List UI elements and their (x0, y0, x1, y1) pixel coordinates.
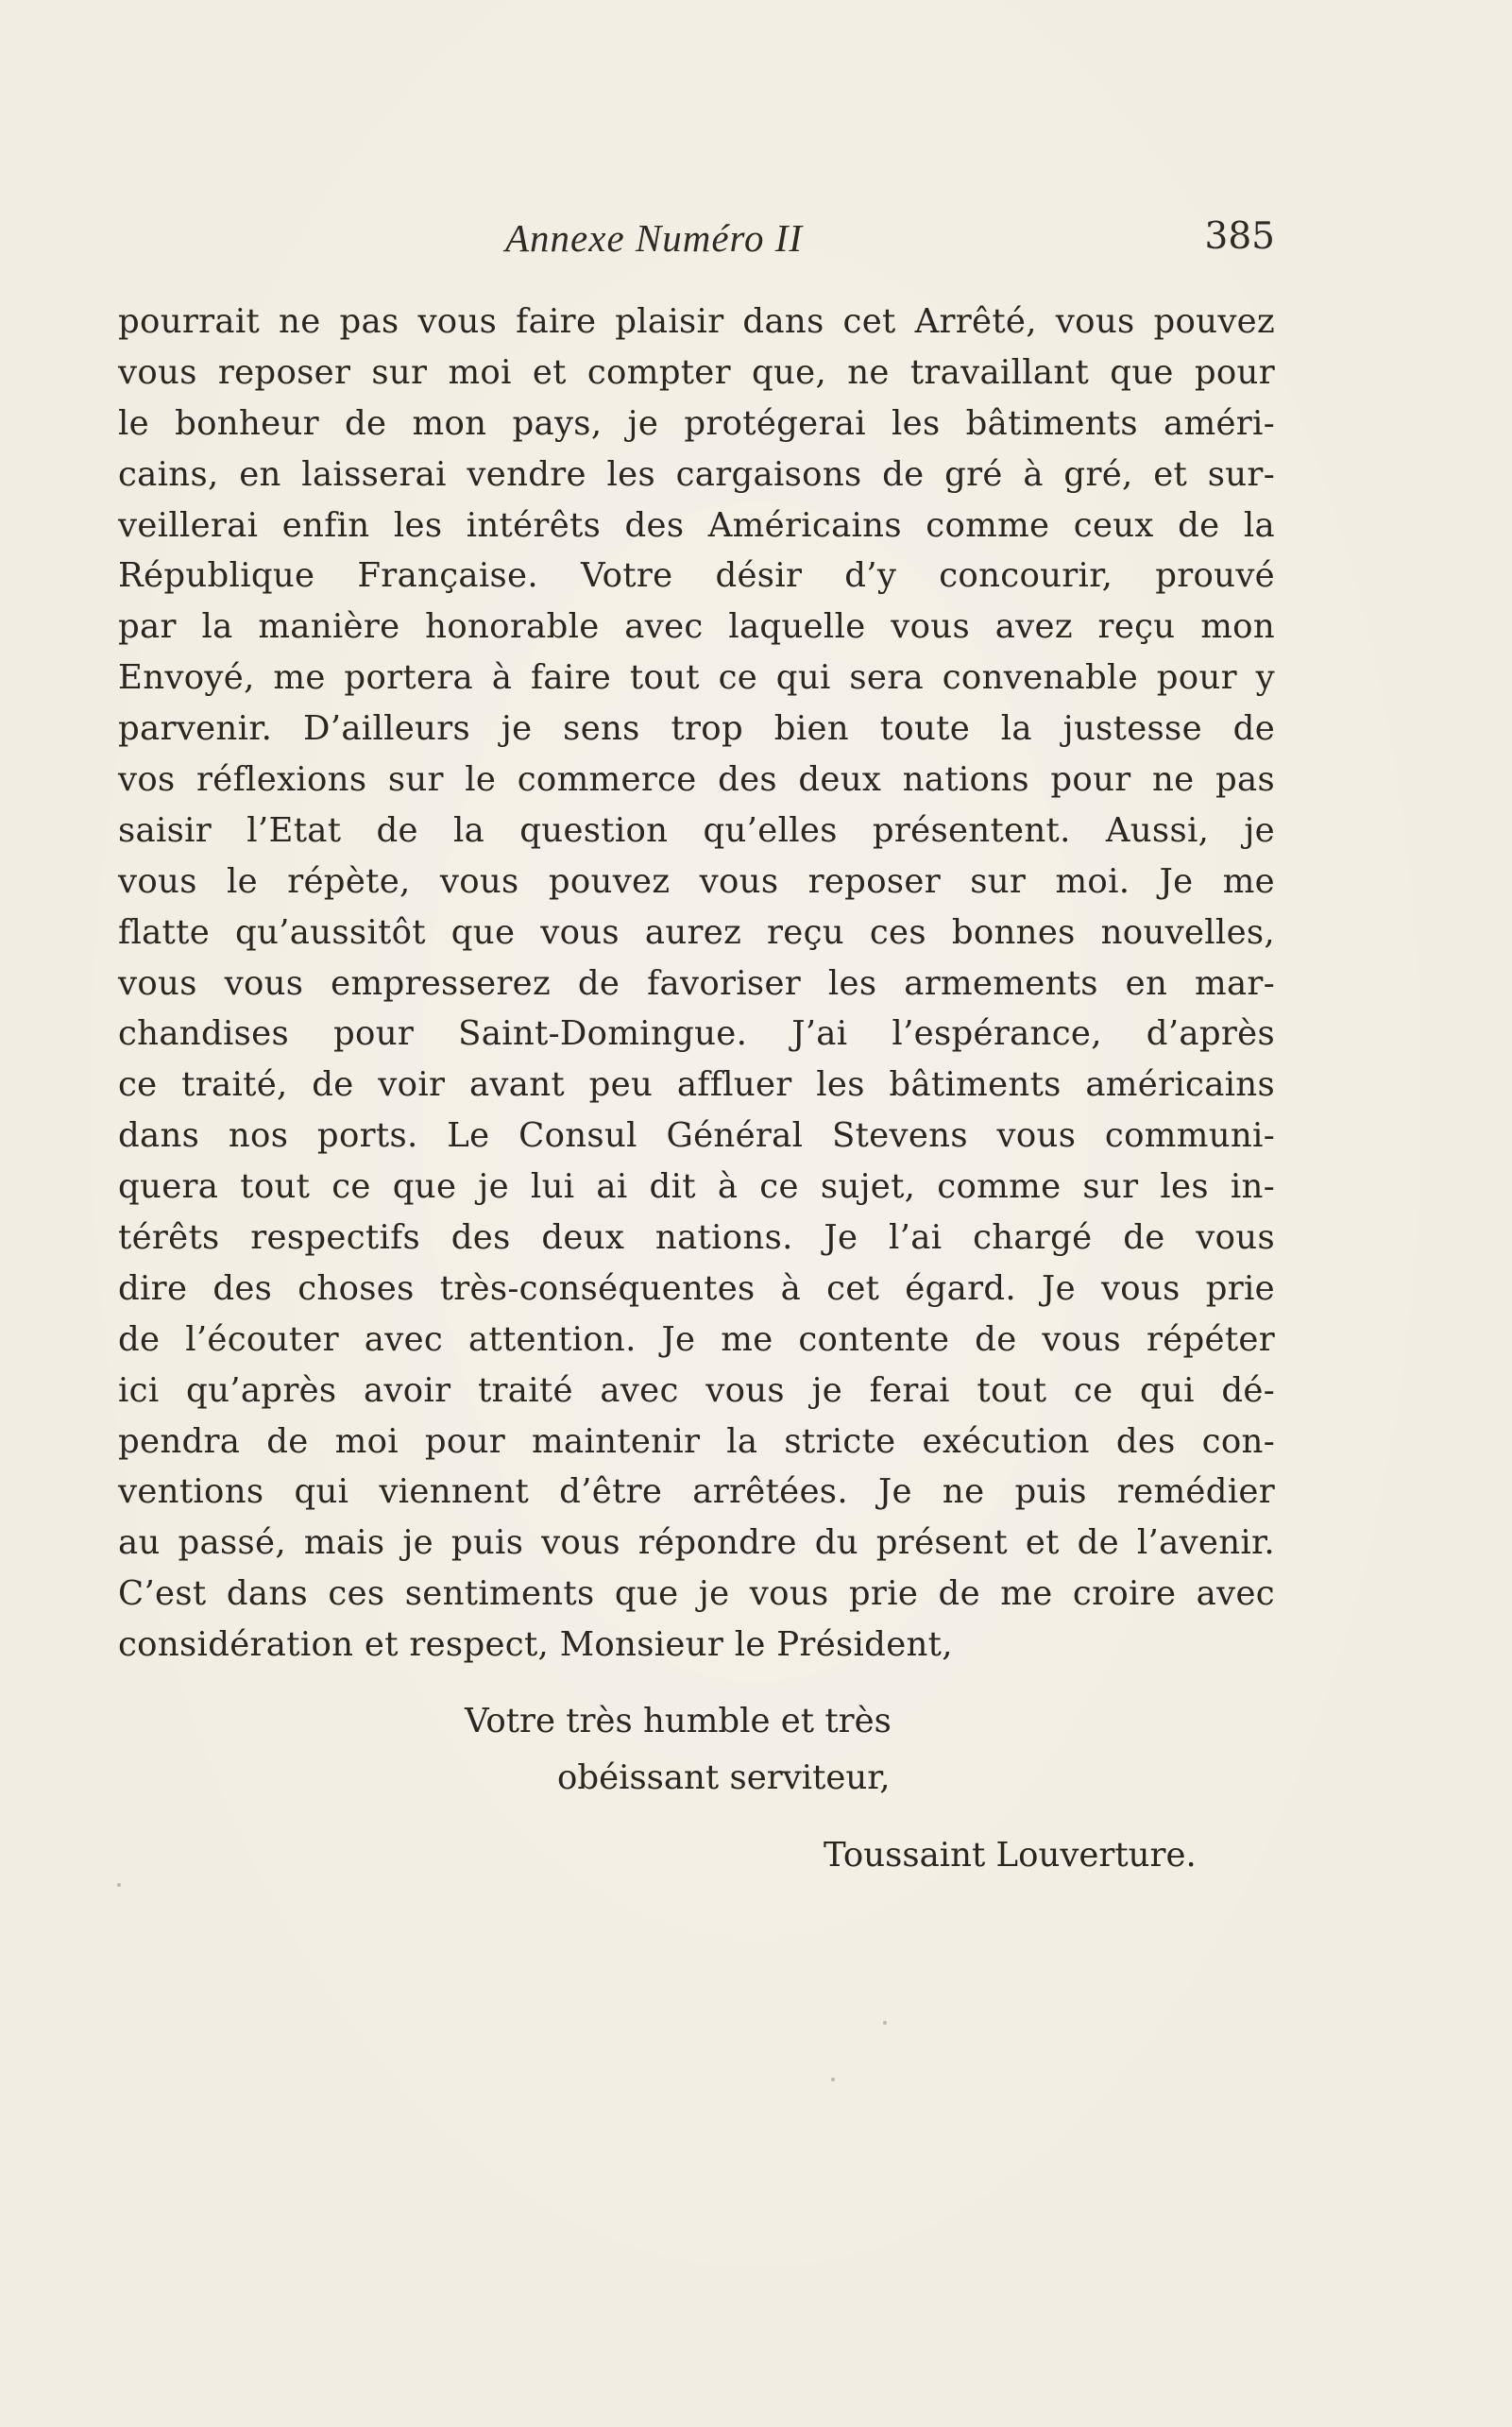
page-header (118, 215, 1275, 272)
text-line: saisir l’Etat de la question qu’elles présentent. Aussi, je (118, 810, 1275, 850)
text-line: ici qu’après avoir traité avec vous je ferai tout ce qui dé- (118, 1370, 1275, 1410)
text-line: parvenir. D’ailleurs je sens trop bien toute la justesse de (118, 709, 1275, 749)
text-line: Envoyé, me portera à faire tout ce qui sera convenable pour y (118, 658, 1275, 698)
text-line: veillerai enfin les intérêts des Américains comme ceux de la (118, 505, 1275, 545)
text-line: C’est dans ces sentiments que je vous prie de me croire avec (118, 1574, 1275, 1614)
page-number: 385 (1204, 215, 1275, 258)
text-line: ce traité, de voir avant peu affluer les bâtiments américains (118, 1065, 1275, 1105)
text-line: quera tout ce que je lui ai dit à ce sujet, comme sur les in- (118, 1167, 1275, 1207)
text-line: pourrait ne pas vous faire plaisir dans cet Arrêté, vous pouvez (118, 302, 1275, 341)
text-line: dire des choses très-conséquentes à cet égard. Je vous prie (118, 1268, 1275, 1308)
text-line: de l’écouter avec attention. Je me contente de vous répéter (118, 1319, 1275, 1359)
text-line: par la manière honorable avec laquelle vous avez reçu mon (118, 607, 1275, 647)
text-line: République Française. Votre désir d’y concourir, prouvé (118, 556, 1275, 596)
signature: Toussaint Louverture. (824, 1836, 1197, 1875)
closing-line-2: obéissant serviteur, (557, 1758, 891, 1797)
text-line: ventions qui viennent d’être arrêtées. Je ne puis remédier (118, 1472, 1275, 1512)
text-line: pendra de moi pour maintenir la stricte exécution des con- (118, 1421, 1275, 1461)
text-line: au passé, mais je puis vous répondre du présent et de l’avenir. (118, 1523, 1275, 1563)
text-line: le bonheur de mon pays, je protégerai les bâtiments améri- (118, 403, 1275, 443)
text-line: cains, en laisserai vendre les cargaisons de gré à gré, et sur- (118, 454, 1275, 494)
paper-speck (883, 2021, 887, 2025)
text-line: chandises pour Saint-Domingue. J’ai l’espérance, d’après (118, 1014, 1275, 1054)
letter-body (118, 297, 1275, 1671)
text-line: vos réflexions sur le commerce des deux nations pour ne pas (118, 760, 1275, 800)
closing-line-1: Votre très humble et très (465, 1702, 892, 1740)
text-line: vous le répète, vous pouvez vous reposer sur moi. Je me (118, 861, 1275, 901)
text-line: vous reposer sur moi et compter que, ne travaillant que pour (118, 352, 1275, 392)
text-line: dans nos ports. Le Consul Général Stevens vous communi- (118, 1116, 1275, 1156)
text-line: vous vous empresserez de favoriser les armements en mar- (118, 963, 1275, 1003)
text-line: térêts respectifs des deux nations. Je l’ai chargé de vous (118, 1218, 1275, 1258)
paper-speck (831, 2078, 835, 2081)
text-line: flatte qu’aussitôt que vous aurez reçu ces bonnes nouvelles, (118, 912, 1275, 952)
text-line: considération et respect, Monsieur le Président, (118, 1625, 953, 1665)
paper-speck (117, 1883, 121, 1887)
running-title: Annexe Numéro II (505, 216, 804, 260)
